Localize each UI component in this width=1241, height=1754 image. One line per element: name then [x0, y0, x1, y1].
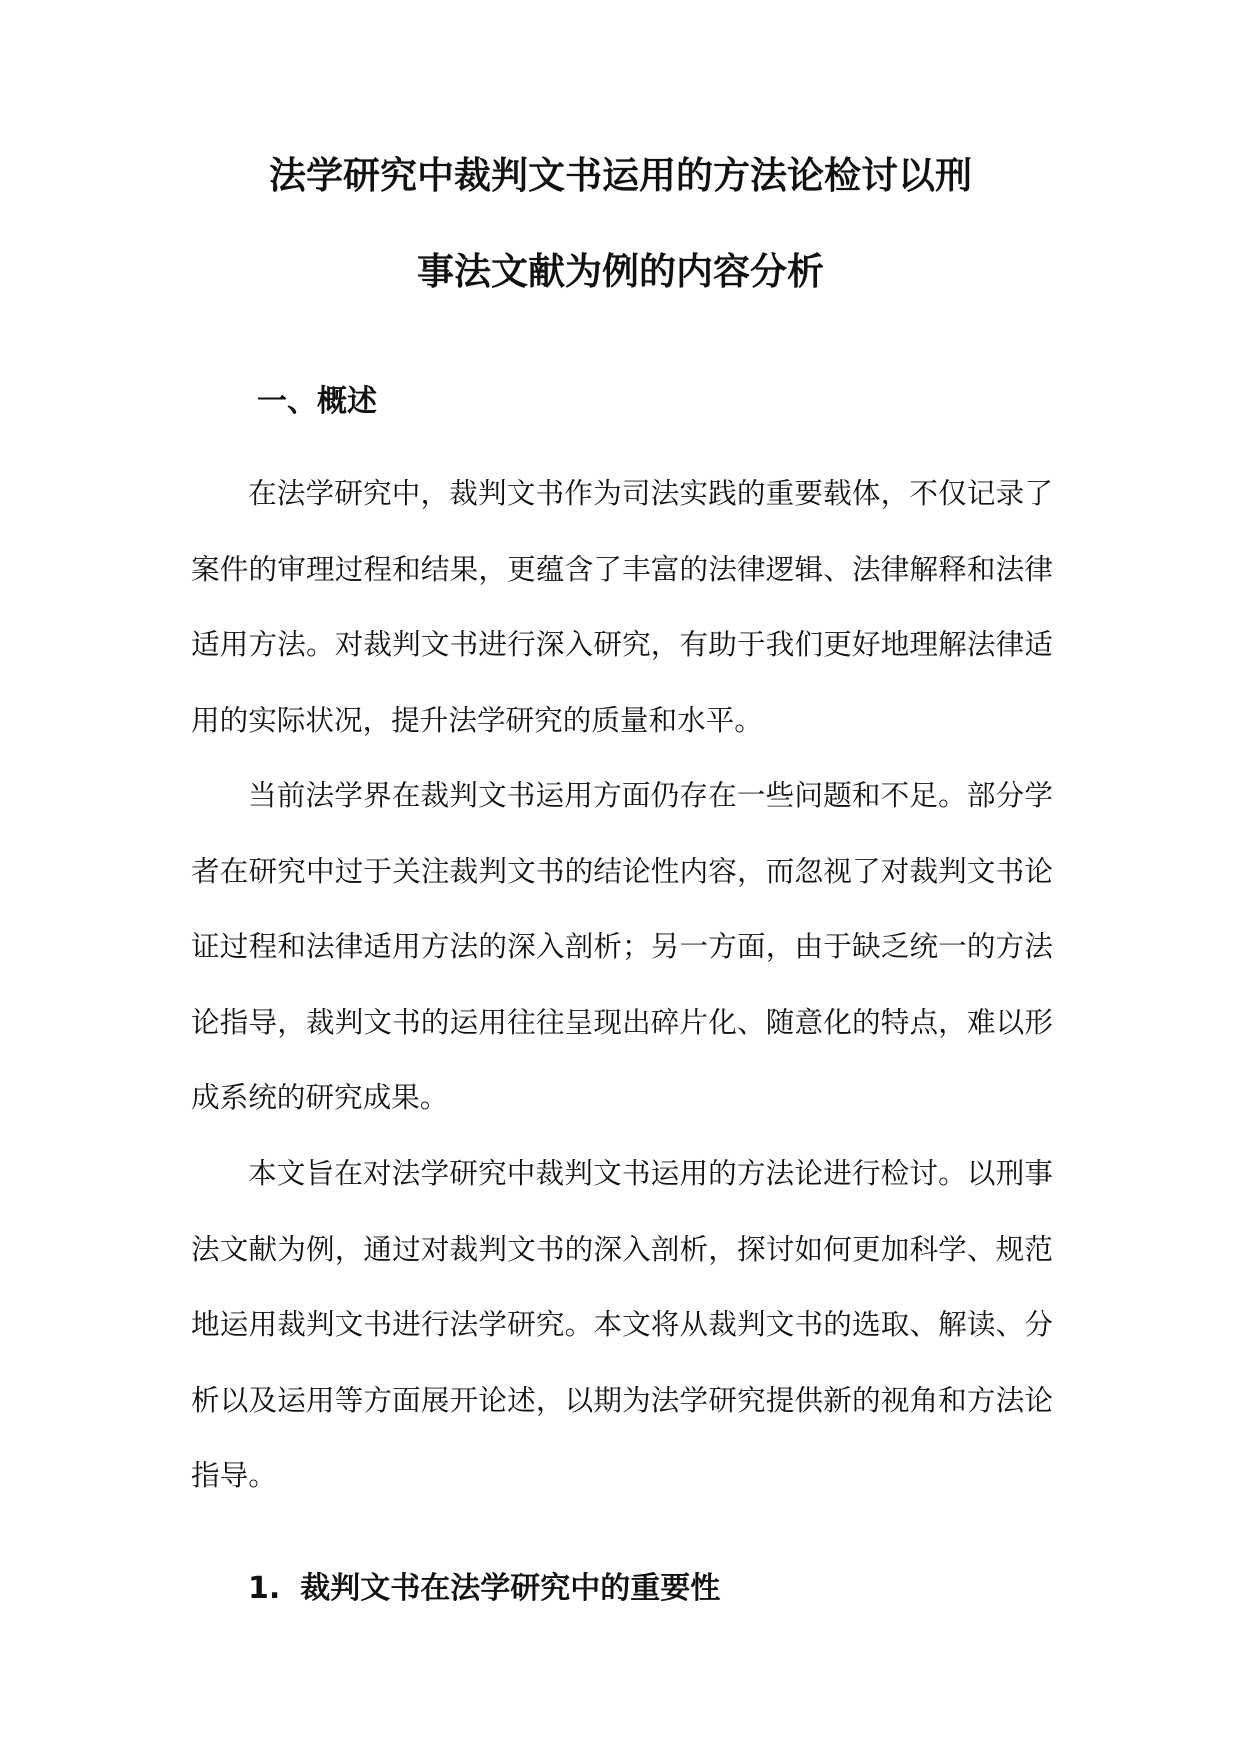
- subsection-heading: [248, 1569, 720, 1609]
- document-title-line-1: 法学研究中裁判文书运用的方法论检讨以刑: [269, 154, 972, 197]
- paragraph: 本文旨在对法学研究中裁判文书运用的方法论进行检讨。以刑事法文献为例，通过对裁判文书的深入剖析，探讨如何更加科学、规范地运用裁判文书进行法学研究。本文将从裁判文书的选取、解读、分析以及运用等方面展开论述，以期为法学研究提供新的视角和方法论指导。: [191, 1156, 1053, 1492]
- section-heading: 一、概述: [257, 384, 377, 419]
- subsection-title: 裁判文书在法学研究中的重要性: [300, 1571, 721, 1606]
- paragraph: 当前法学界在裁判文书运用方面仍存在一些问题和不足。部分学者在研究中过于关注裁判文书的结论性内容，而忽视了对裁判文书论证过程和法律适用方法的深入剖析；另一方面，由于缺乏统一的方法论指导，裁判文书的运用往往呈现出碎片化、随意化的特点，难以形成系统的研究成果。: [191, 778, 1053, 1114]
- document-title-line-2: 事法文献为例的内容分析: [417, 250, 824, 293]
- subsection-number: 1.: [248, 1571, 281, 1606]
- paragraph: 在法学研究中，裁判文书作为司法实践的重要载体，不仅记录了案件的审理过程和结果，更蕴含了丰富的法律逻辑、法律解释和法律适用方法。对裁判文书进行深入研究，有助于我们更好地理解法律适用的实际状况，提升法学研究的质量和水平。: [191, 476, 1053, 737]
